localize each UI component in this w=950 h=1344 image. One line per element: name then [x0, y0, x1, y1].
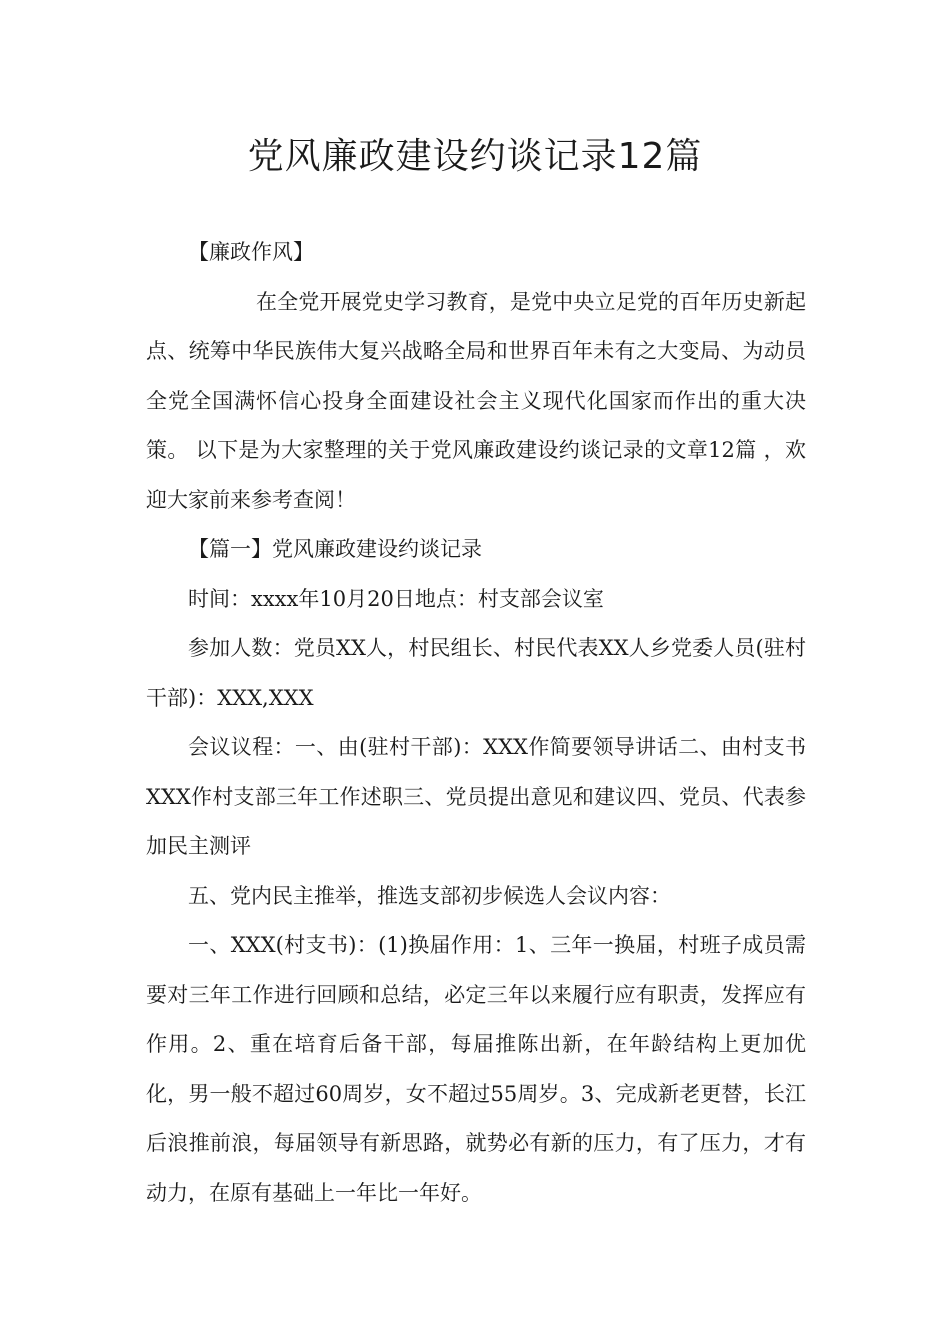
- intro-paragraph: 在全党开展党史学习教育，是党中央立足党的百年历史新起点、统筹中华民族伟大复兴战略全局和世界百年未有之大变局、为动员全党全国满怀信心投身全面建设社会主义现代化国家而作出的重大决策。 以下是为大家整理的关于党风廉政建设约谈记录的文章12篇 ，欢迎大家前来参考查阅！: [146, 289, 806, 512]
- time-place-paragraph: 时间：xxxx年10月20日地点：村支部会议室: [188, 586, 604, 611]
- document-body: [146, 228, 806, 1218]
- meeting-content-paragraph: 一、XXX(村支书)：(1)换届作用：1、三年一换届，村班子成员需要对三年工作进行回顾和总结，必定三年以来履行应有职责，发挥应有作用。2、重在培育后备干部，每届推陈出新，在年龄结构上更加优化，男一般不超过60周岁，女不超过55周岁。3、完成新老更替，长江后浪推前浪，每届领导有新思路，就势必有新的压力，有了压力，才有动力，在原有基础上一年比一年好。: [146, 933, 806, 1205]
- attendees-paragraph: 参加人数：党员XX人，村民组长、村民代表XX人乡党委人员(驻村干部)：XXX,XXX: [146, 636, 806, 710]
- section-label: 【廉政作风】: [188, 240, 314, 264]
- article-heading: 【篇一】党风廉政建设约谈记录: [188, 537, 482, 561]
- document-title: 党风廉政建设约谈记录12篇: [247, 136, 703, 177]
- agenda-item-5-paragraph: 五、党内民主推举，推选支部初步候选人会议内容：: [188, 883, 671, 908]
- agenda-paragraph: 会议议程：一、由(驻村干部)：XXX作简要领导讲话二、由村支书XXX作村支部三年工作述职三、党员提出意见和建议四、党员、代表参加民主测评: [146, 735, 806, 858]
